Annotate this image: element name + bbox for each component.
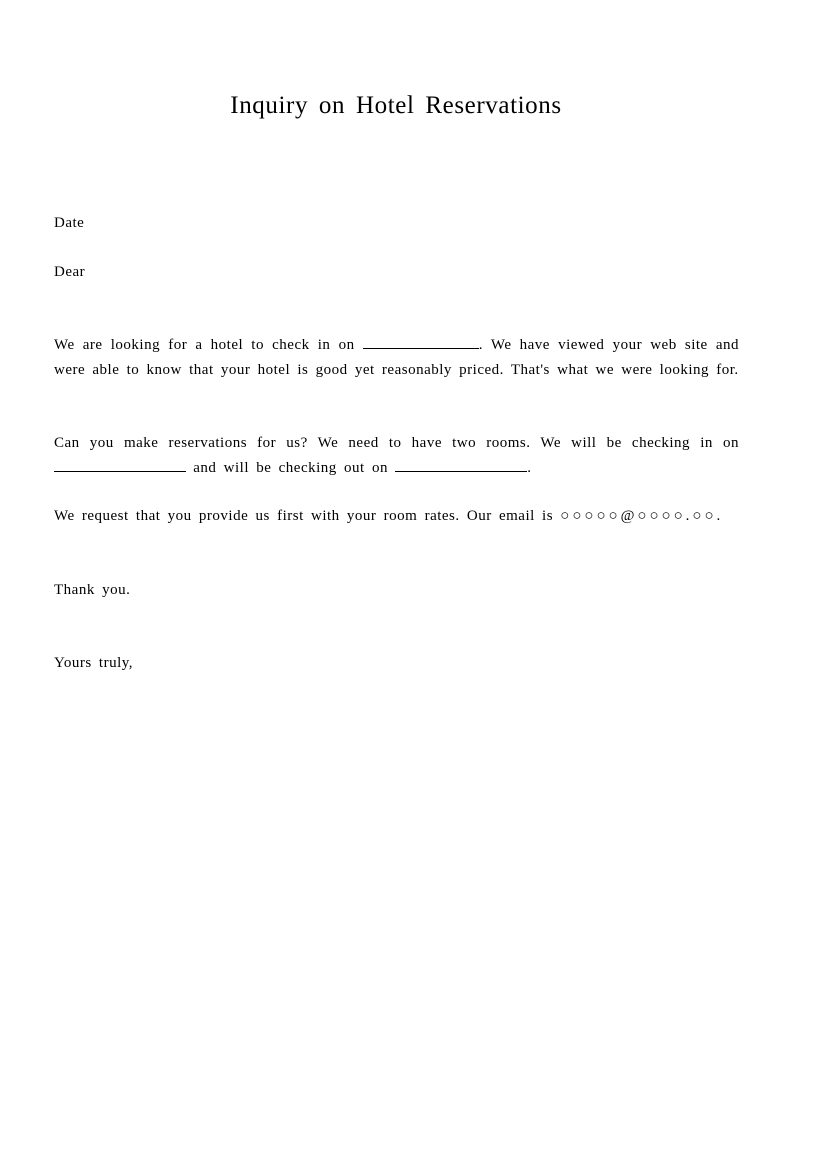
paragraph1-text-end: . We have viewed your web site and were able to know that your hotel is good yet reasonably priced. That's what we were looking for. [54, 337, 739, 378]
paragraph2-text-end: . [527, 459, 532, 476]
paragraph2-text-middle: and will be checking out on [193, 459, 388, 476]
paragraph2-text-start: Can you make reservations for us? We need to have two rooms. We will be checking in on [54, 435, 739, 451]
paragraph1-text-start: We are looking for a hotel to check in on [54, 337, 355, 353]
paragraph3-text-start: We request that you provide us first with your room rates. Our email is [54, 508, 554, 524]
closing-signoff: Yours truly, [54, 655, 134, 671]
paragraph-check-in-inquiry [54, 333, 739, 382]
closing-thanks: Thank you. [54, 582, 131, 598]
page-title: Inquiry on Hotel Reservations [230, 92, 562, 119]
checking-in-date-blank[interactable] [54, 457, 186, 472]
date-label: Date [54, 215, 85, 231]
paragraph-reservation-request [54, 431, 739, 480]
check-in-date-blank[interactable] [363, 334, 479, 349]
email-placeholder: ○○○○○@○○○○.○○ [560, 508, 717, 524]
checking-out-date-blank[interactable] [395, 457, 527, 472]
salutation: Dear [54, 264, 86, 280]
paragraph3-text-end: . [716, 508, 721, 524]
paragraph-room-rates-request [54, 504, 739, 529]
